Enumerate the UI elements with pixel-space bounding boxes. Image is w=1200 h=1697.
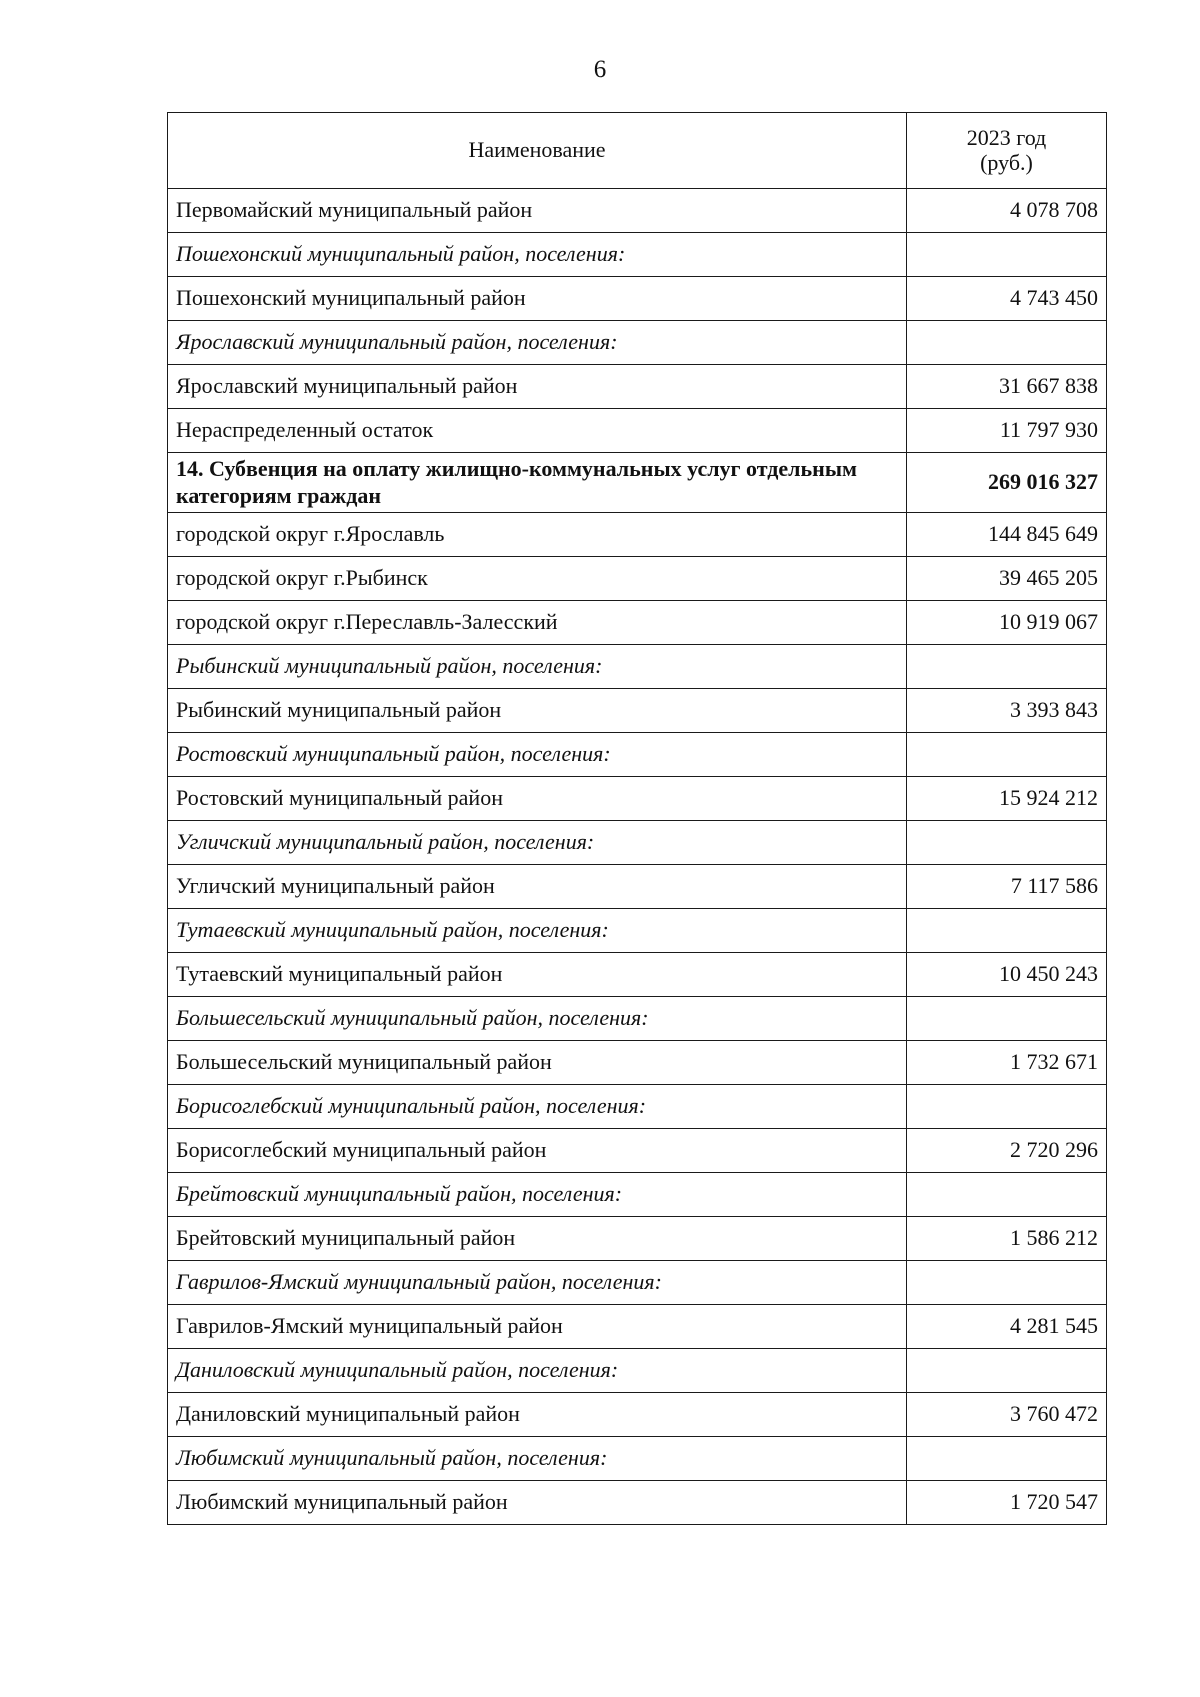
row-value-cell xyxy=(907,1085,1107,1129)
row-name-cell: Большесельский муниципальный район xyxy=(168,1041,907,1085)
row-name-cell: Гаврилов-Ямский муниципальный район, поселения: xyxy=(168,1261,907,1305)
row-name-cell: Даниловский муниципальный район, поселения: xyxy=(168,1349,907,1393)
row-name-cell: Брейтовский муниципальный район, поселения: xyxy=(168,1173,907,1217)
row-name-cell: Пошехонский муниципальный район xyxy=(168,277,907,321)
row-name-cell: Угличский муниципальный район xyxy=(168,865,907,909)
table-row xyxy=(168,601,1107,645)
row-value-cell: 7 117 586 xyxy=(907,865,1107,909)
row-name-cell: Ярославский муниципальный район, поселения: xyxy=(168,321,907,365)
row-value-cell: 1 586 212 xyxy=(907,1217,1107,1261)
table-row-subheading xyxy=(168,1261,1107,1305)
row-name-cell: Гаврилов-Ямский муниципальный район xyxy=(168,1305,907,1349)
table-header-row xyxy=(168,113,1107,189)
row-value-cell xyxy=(907,909,1107,953)
row-name-cell: Ярославский муниципальный район xyxy=(168,365,907,409)
table-row xyxy=(168,953,1107,997)
row-value-cell: 4 281 545 xyxy=(907,1305,1107,1349)
row-value-cell: 11 797 930 xyxy=(907,409,1107,453)
row-value-cell xyxy=(907,733,1107,777)
table-row-subheading xyxy=(168,1173,1107,1217)
header-year-label: 2023 год xyxy=(966,125,1047,151)
row-name-cell: Даниловский муниципальный район xyxy=(168,1393,907,1437)
table-row xyxy=(168,409,1107,453)
row-name-cell: Любимский муниципальный район, поселения: xyxy=(168,1437,907,1481)
row-value-cell xyxy=(907,821,1107,865)
table-row-subheading xyxy=(168,1349,1107,1393)
row-value-cell: 269 016 327 xyxy=(907,453,1107,513)
row-name-cell: Нераспределенный остаток xyxy=(168,409,907,453)
row-name-cell: Любимский муниципальный район xyxy=(168,1481,907,1525)
row-name-cell: 14. Субвенция на оплату жилищно-коммунальных услуг отдельным категориям граждан xyxy=(168,453,907,513)
row-value-cell: 2 720 296 xyxy=(907,1129,1107,1173)
table-row xyxy=(168,689,1107,733)
row-value-cell xyxy=(907,321,1107,365)
row-value-cell xyxy=(907,1261,1107,1305)
table-row-subheading xyxy=(168,733,1107,777)
row-value-cell xyxy=(907,645,1107,689)
row-value-cell: 4 078 708 xyxy=(907,189,1107,233)
header-year-unit: (руб.) xyxy=(980,149,1033,175)
table-row xyxy=(168,189,1107,233)
row-value-cell: 39 465 205 xyxy=(907,557,1107,601)
row-value-cell: 4 743 450 xyxy=(907,277,1107,321)
row-value-cell xyxy=(907,1437,1107,1481)
header-year xyxy=(907,113,1107,189)
row-name-cell: Рыбинский муниципальный район xyxy=(168,689,907,733)
table-row-subheading xyxy=(168,997,1107,1041)
row-name-cell: городской округ г.Рыбинск xyxy=(168,557,907,601)
row-name-cell: Пошехонский муниципальный район, поселения: xyxy=(168,233,907,277)
row-value-cell: 3 760 472 xyxy=(907,1393,1107,1437)
table-row xyxy=(168,1393,1107,1437)
table-row-subheading xyxy=(168,821,1107,865)
table-row-subheading xyxy=(168,645,1107,689)
row-name-cell: Брейтовский муниципальный район xyxy=(168,1217,907,1261)
row-name-cell: Ростовский муниципальный район xyxy=(168,777,907,821)
table-row xyxy=(168,557,1107,601)
row-name-cell: Борисоглебский муниципальный район xyxy=(168,1129,907,1173)
row-value-cell xyxy=(907,997,1107,1041)
table-row xyxy=(168,1305,1107,1349)
row-value-cell: 10 919 067 xyxy=(907,601,1107,645)
table-row xyxy=(168,513,1107,557)
table-row xyxy=(168,277,1107,321)
table-row-section-total xyxy=(168,453,1107,513)
page-number: 6 xyxy=(593,56,607,83)
row-value-cell xyxy=(907,233,1107,277)
row-name-cell: Борисоглебский муниципальный район, поселения: xyxy=(168,1085,907,1129)
row-name-cell: Большесельский муниципальный район, поселения: xyxy=(168,997,907,1041)
table-row xyxy=(168,365,1107,409)
row-value-cell: 10 450 243 xyxy=(907,953,1107,997)
table-row xyxy=(168,1217,1107,1261)
table-row xyxy=(168,865,1107,909)
row-value-cell: 1 720 547 xyxy=(907,1481,1107,1525)
table-row xyxy=(168,1481,1107,1525)
table-row xyxy=(168,777,1107,821)
table-row-subheading xyxy=(168,321,1107,365)
table-row-subheading xyxy=(168,233,1107,277)
table-row-subheading xyxy=(168,909,1107,953)
table-row xyxy=(168,1129,1107,1173)
row-value-cell: 3 393 843 xyxy=(907,689,1107,733)
header-name: Наименование xyxy=(168,113,907,189)
row-value-cell: 1 732 671 xyxy=(907,1041,1107,1085)
row-value-cell xyxy=(907,1349,1107,1393)
row-value-cell: 15 924 212 xyxy=(907,777,1107,821)
row-name-cell: Тутаевский муниципальный район, поселения: xyxy=(168,909,907,953)
row-name-cell: городской округ г.Переславль-Залесский xyxy=(168,601,907,645)
row-name-cell: городской округ г.Ярославль xyxy=(168,513,907,557)
budget-table xyxy=(167,112,1107,1525)
row-value-cell xyxy=(907,1173,1107,1217)
row-name-cell: Тутаевский муниципальный район xyxy=(168,953,907,997)
table-row-subheading xyxy=(168,1437,1107,1481)
table-row-subheading xyxy=(168,1085,1107,1129)
row-name-cell: Ростовский муниципальный район, поселения: xyxy=(168,733,907,777)
row-name-cell: Рыбинский муниципальный район, поселения: xyxy=(168,645,907,689)
row-name-cell: Первомайский муниципальный район xyxy=(168,189,907,233)
table-row xyxy=(168,1041,1107,1085)
row-value-cell: 31 667 838 xyxy=(907,365,1107,409)
row-name-cell: Угличский муниципальный район, поселения: xyxy=(168,821,907,865)
row-value-cell: 144 845 649 xyxy=(907,513,1107,557)
